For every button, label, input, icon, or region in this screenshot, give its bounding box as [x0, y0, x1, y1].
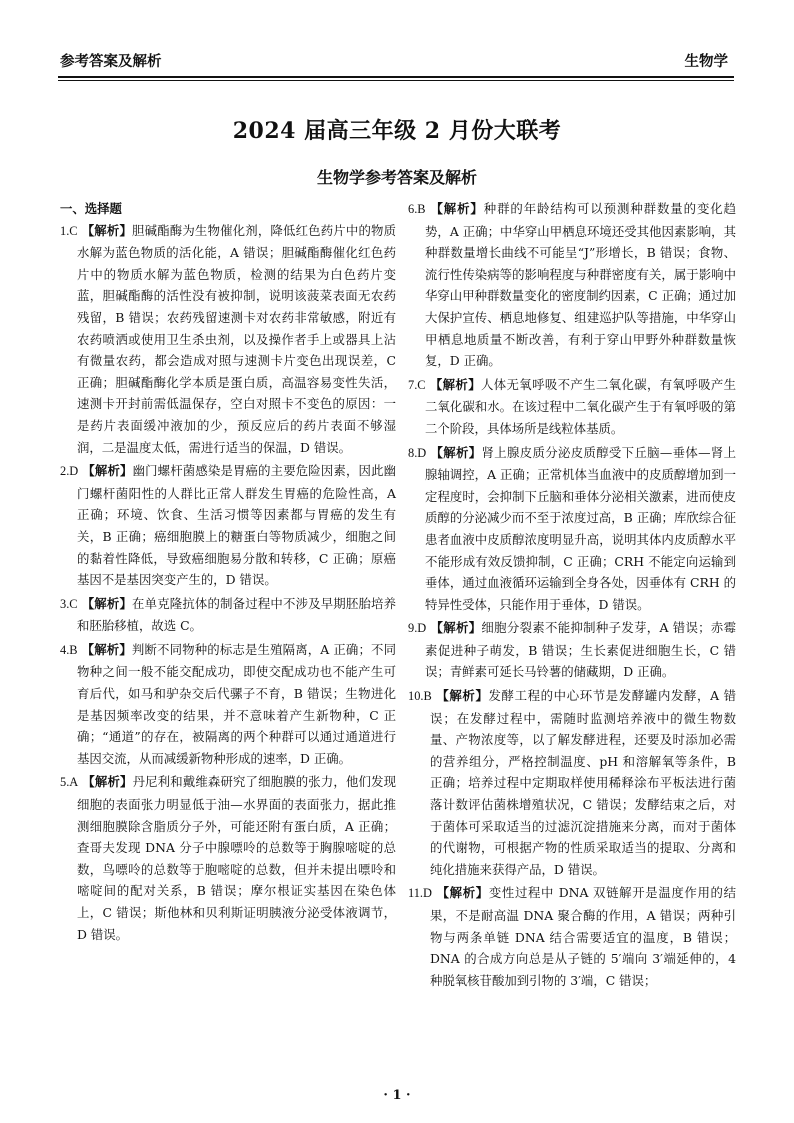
- answer-item-8: 8.D 【解析】肾上腺皮质分泌皮质醇受下丘脑—垂体—肾上腺轴调控，A 正确；正常机体当血液中的皮质醇增加到一定程度时，会抑制下丘脑和垂体分泌相关激素，进而使皮质醇的分泌减少而不至于浓度过高，B 正确；库欣综合征患者血液中皮质醇浓度明显升高，说明其体内皮质醇水平不能形成有效反馈抑制，C 正确；CRH 不能定向运输到垂体，通过血液循环运输到全身各处，因垂体有 CRH 的特异性受体，只能作用于垂体，D 错误。: [408, 444, 736, 612]
- header-rule-thin: [58, 80, 734, 81]
- answer-item-10: 10.B 【解析】发酵工程的中心环节是发酵罐内发酵，A 错误；在发酵过程中，需随时监测培养液中的微生物数量、产物浓度等，以了解发酵进程，还要及时添加必需的营养组分，严格控制温度、pH 和溶解氧等条件，B 正确；培养过程中定期取样使用稀释涂布平板法进行菌落计数评估菌株增殖状况，C 错误；发酵结束之后，对于菌体可采取适当的过滤沉淀措施来分离，而对于菌体的代谢物，可根据产物的性质采取适当的提取、分离和纯化措施来获得产品，D 错误。: [408, 688, 736, 877]
- page-number: · 1 ·: [383, 1088, 411, 1103]
- header-right: 生物学: [684, 54, 728, 70]
- left-column: [60, 198, 396, 947]
- answer-item-3: 3.C 【解析】在单克隆抗体的制备过程中不涉及早期胚胎培养和胚胎移植，故选 C。: [60, 595, 397, 634]
- page-title: 2024 届高三年级 2 月份大联考: [232, 118, 562, 144]
- section-heading: 一、选择题: [60, 201, 122, 216]
- page-subtitle: 生物学参考答案及解析: [316, 168, 477, 187]
- header-left: 参考答案及解析: [60, 54, 162, 70]
- answer-item-9: 9.D 【解析】细胞分裂素不能抑制种子发芽，A 错误；赤霉素促进种子萌发，B 错误；生长素促进细胞生长，C 错误；青鲜素可延长马铃薯的储藏期，D 正确。: [408, 620, 737, 680]
- answer-item-5: 5.A 【解析】丹尼利和戴维森研究了细胞膜的张力，他们发现细胞的表面张力明显低于油—水界面的表面张力，据此推测细胞膜除含脂质分子外，可能还附有蛋白质，A 正确；查哥夫发现 DNA 分子中腺嘌呤的总数等于胸腺嘧啶的总数，鸟嘌呤的总数等于胞嘧啶的总数，但并未提出嘌呤和嘧啶间的配对关系，B 错误；摩尔根证实基因在染色体上，C 错误；斯他林和贝利斯证明胰液分泌受体液调节，D 错误。: [60, 774, 397, 942]
- answer-item-1: 1.C 【解析】胆碱酯酶为生物催化剂，降低红色药片中的物质水解为蓝色物质的活化能，A 错误；胆碱酯酶催化红色药片中的物质水解为蓝色物质，检测的结果为白色药片变蓝，胆碱酯酶的活性没有被抑制，说明该菠菜表面无农药残留，B 错误；农药残留速测卡对农药非常敏感，附近有农药喷洒或使用卫生杀虫剂，以及操作者手上或器具上沾有微量农药，都会造成对照与速测卡片变色出现误差，C 正确；胆碱酯酶化学本质是蛋白质，高温容易变性失活，速测卡开封前需低温保存，空白对照卡不变色的原因：一是药片表面缓冲液加的少，预反应后的药片表面不够湿润，二是温度太低，需进行适当的保温，D 错误。: [60, 222, 397, 455]
- right-column: [408, 198, 736, 993]
- header-rule: [58, 76, 734, 78]
- answer-item-2: 2.D 【解析】幽门螺杆菌感染是胃癌的主要危险因素，因此幽门螺杆菌阳性的人群比正常人群发生胃癌的危险性高，A 正确；环境、饮食、生活习惯等因素都与胃癌的发生有关，B 正确；癌细胞膜上的糖蛋白等物质减少，细胞之间的黏着性降低，导致癌细胞易分散和转移，C 正确；原癌基因不是基因突变产生的，D 错误。: [60, 463, 397, 588]
- answer-item-11: 11.D 【解析】变性过程中 DNA 双链解开是温度作用的结果，不是耐高温 DNA 聚合酶的作用，A 错误；两种引物与两条单链 DNA 结合需要适宜的温度，B 错误；DNA 的合成方向总是从子链的 5′端向 3′端延伸的，4 种脱氧核苷酸加到引物的 3′端，C 错误；: [408, 885, 736, 988]
- answer-item-6: 6.B 【解析】种群的年龄结构可以预测种群数量的变化趋势，A 正确；中华穿山甲栖息环境还受其他因素影响，其种群数量增长曲线不可能呈“J”形增长，B 错误；食物、流行性传染病等的影响程度与种群密度有关，属于影响中华穿山甲种群数量变化的密度制约因素，C 正确；通过加大保护宣传、栖息地修复、组建巡护队等措施，中华穿山甲栖息地质量不断改善，有利于穿山甲野外种群数量恢复，D 正确。: [408, 201, 736, 369]
- answer-item-7: 7.C 【解析】人体无氧呼吸不产生二氧化碳，有氧呼吸产生二氧化碳和水。在该过程中二氧化碳产生于有氧呼吸的第二个阶段，具体场所是线粒体基质。: [408, 376, 737, 436]
- answer-item-4: 4.B 【解析】判断不同物种的标志是生殖隔离，A 正确；不同物种之间一般不能交配成功，即使交配成功也不能产生可育后代，如马和驴杂交后代骡子不育，B 错误；生物进化是基因频率改变的结果，并不意味着产生新物种，C 正确；“通道”的存在，被隔离的两个种群可以通过通道进行基因交流，从而减缓新物种形成的速率，D 正确。: [60, 641, 396, 766]
